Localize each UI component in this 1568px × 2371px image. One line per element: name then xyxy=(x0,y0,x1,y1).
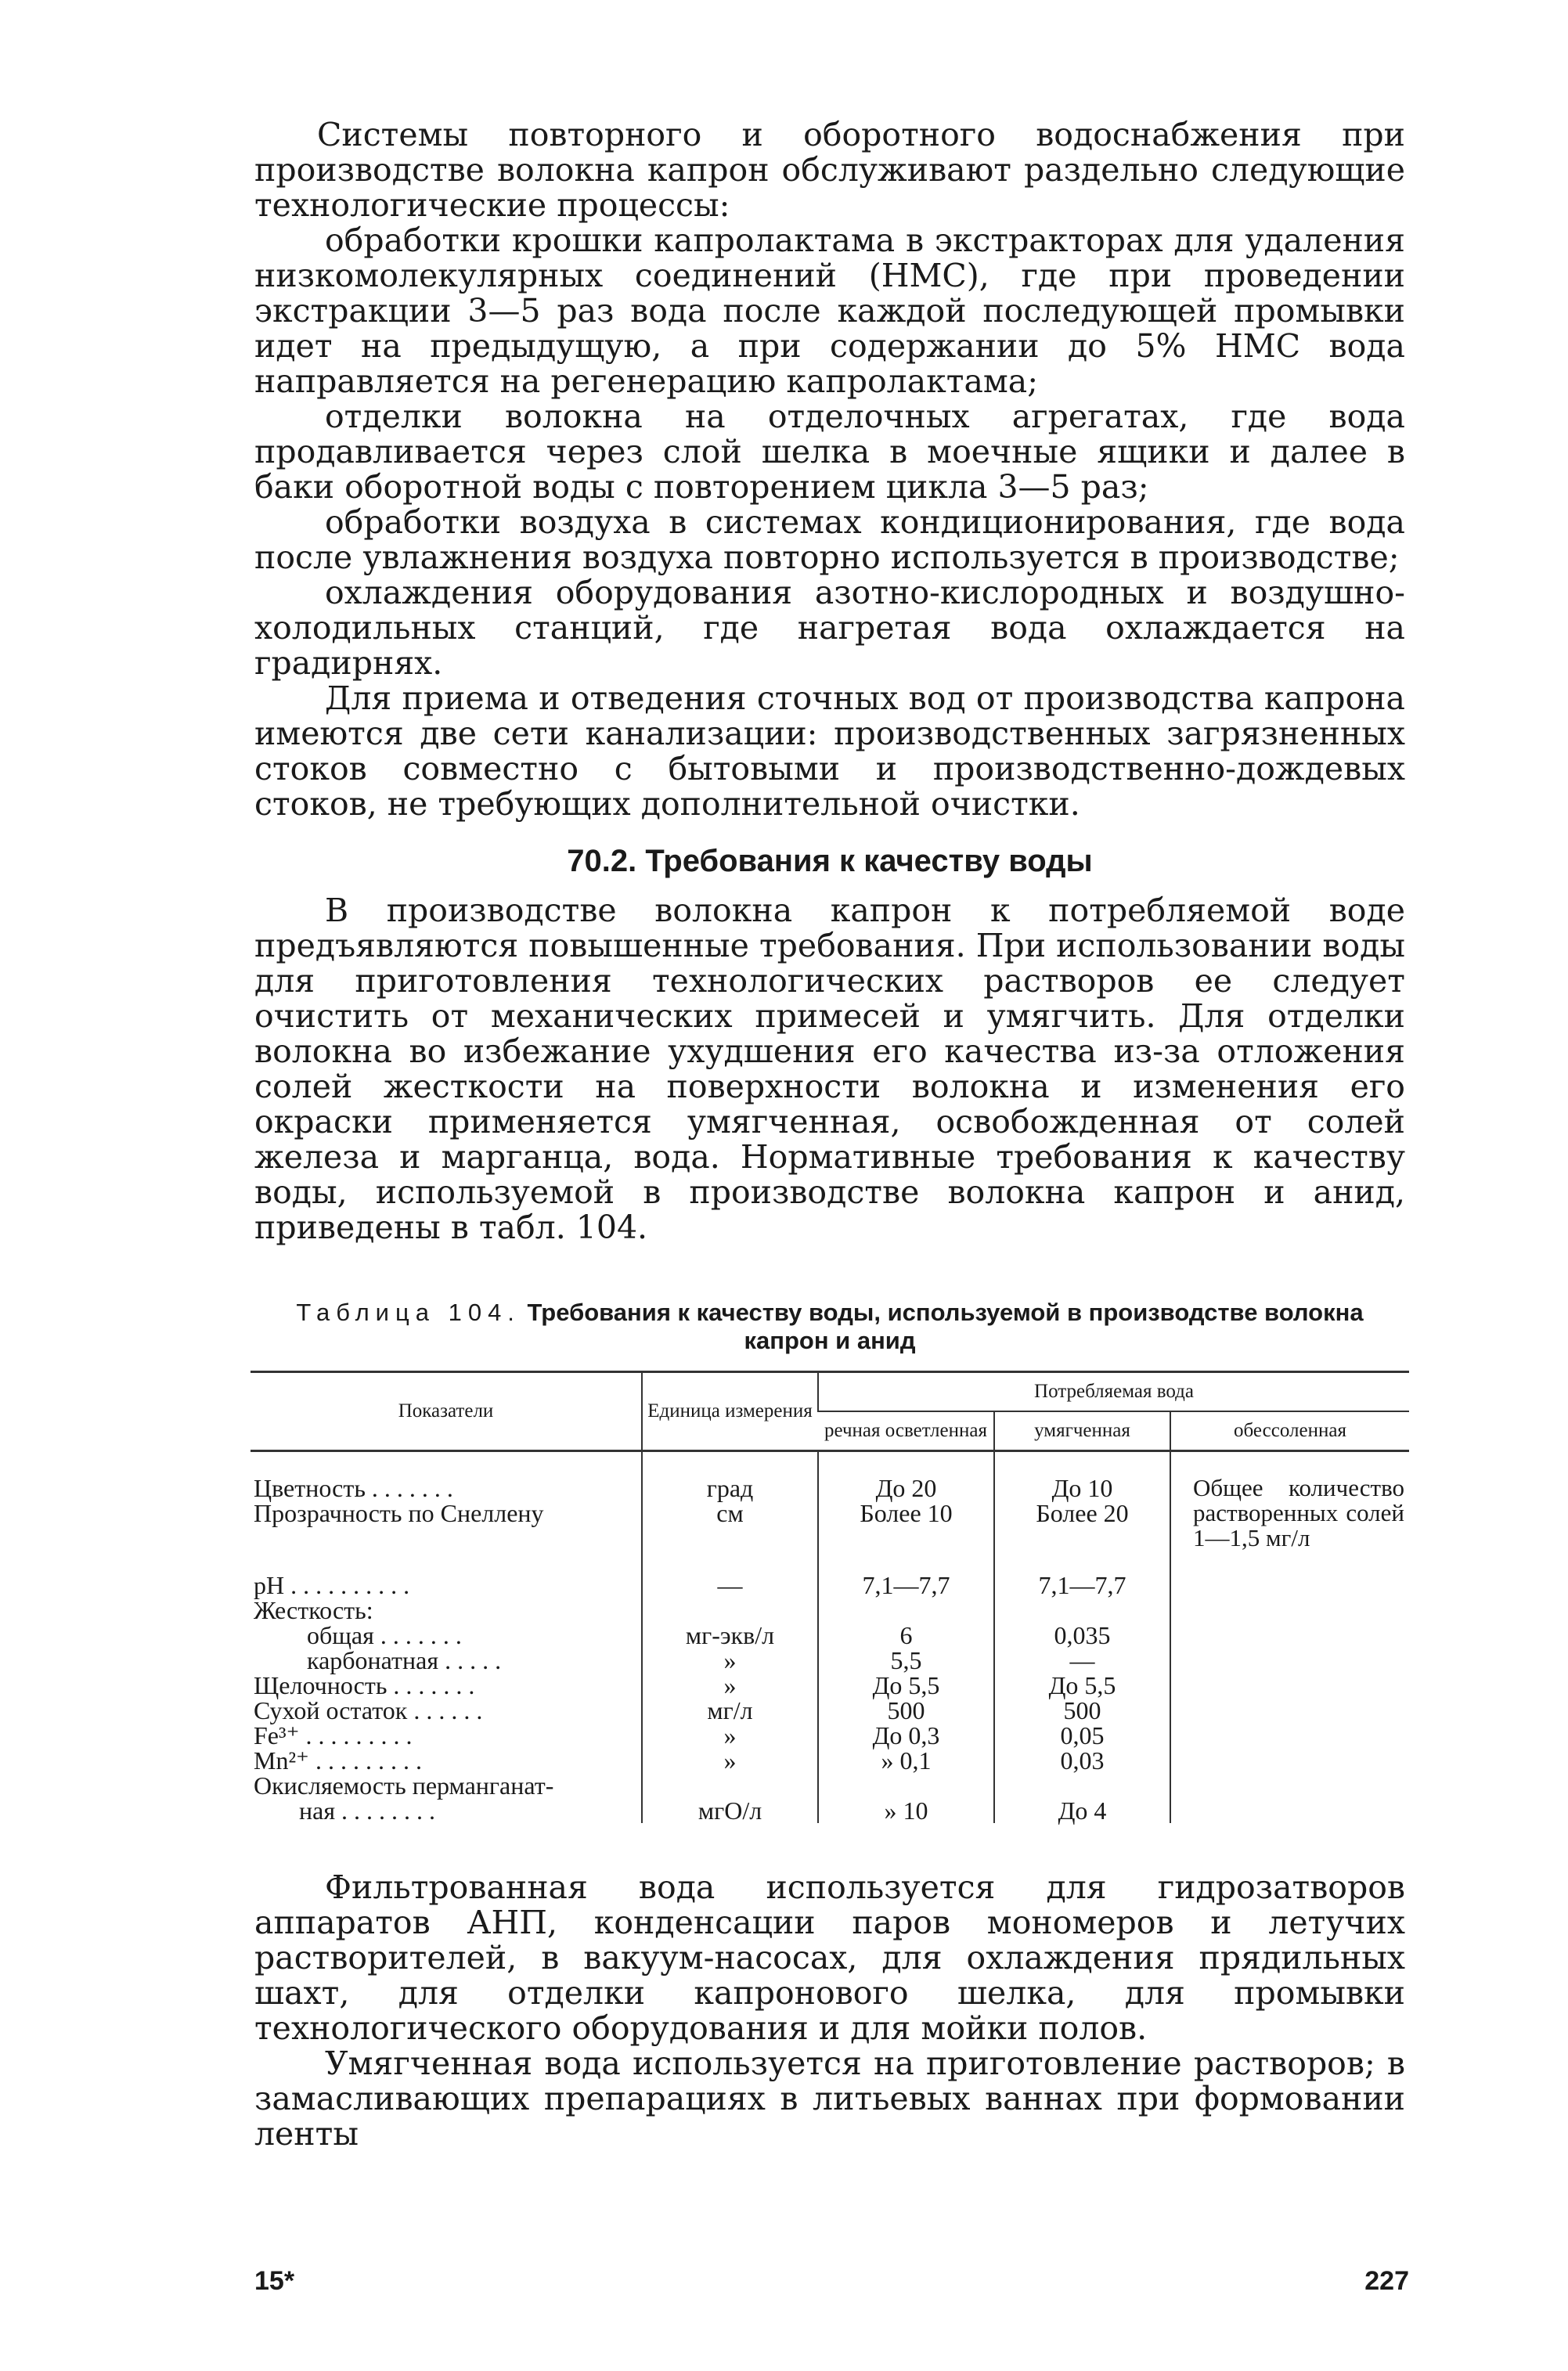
table-caption xyxy=(254,1299,1405,1355)
row-unit: град xyxy=(642,1451,818,1501)
signature-mark: 15* xyxy=(254,2266,295,2296)
row-unit: » xyxy=(642,1673,818,1698)
row-unit: » xyxy=(642,1648,818,1673)
row-river-value: » 0,1 xyxy=(818,1748,994,1773)
row-softened-value: Более 20 xyxy=(994,1501,1170,1526)
paragraph: Для приема и отведения сточных вод от производства капрона имеются две сети канализации: производственных загрязненных стоков совместно с бытовыми и производственно-дождевых стоков, не требующих дополнительной очистки. xyxy=(254,679,1405,823)
row-river-value: До 5,5 xyxy=(818,1673,994,1698)
row-unit: — xyxy=(642,1573,818,1598)
paragraph: обработки крошки капролактама в экстракторах для удаления низкомолекулярных соединений (НМС), где при проведении экстракции 3—5 раз вода после каждой последующей промывки идет на предыдущую, а при содержании до 5% НМС вода направляется на регенерацию капролактама; xyxy=(254,222,1405,400)
row-river-value: 6 xyxy=(818,1623,994,1648)
row-river-value xyxy=(818,1773,994,1798)
row-softened-value: 500 xyxy=(994,1698,1170,1723)
paragraph: В производстве волокна капрон к потребляемой воде предъявляются повышенные требования. При использовании воды для приготовления технологических растворов ее следует очистить от механических примесей и умягчить. Для отделки волокна во избежание ухудшения его качества из-за отложения солей жесткости на поверхности волокна и изменения его окраски применяется умягченная, освобожденная от солей железа и марганца, вода. Нормативные требования к качеству воды, используемой в производстве волокна капрон и анид, приведены в табл. 104. xyxy=(254,892,1405,1246)
row-softened-value xyxy=(994,1526,1170,1573)
desalted-note: Общее количество растворенных солей 1—1,5 мг/л xyxy=(1170,1451,1409,1824)
row-river-value: До 0,3 xyxy=(818,1723,994,1748)
row-river-value: 5,5 xyxy=(818,1648,994,1673)
row-softened-value: До 5,5 xyxy=(994,1673,1170,1698)
paragraph: охлаждения оборудования азотно-кислородных и воздушно-холодильных станций, где нагретая вода охлаждается на градирнях. xyxy=(254,574,1405,682)
row-river-value: » 10 xyxy=(818,1798,994,1823)
table-row xyxy=(251,1451,1409,1501)
page-body xyxy=(254,117,1405,2152)
row-label: Цветность . . . . . . . xyxy=(254,1474,453,1502)
header-softened: умягченная xyxy=(994,1411,1170,1451)
row-unit: » xyxy=(642,1723,818,1748)
header-consumed-water: Потребляемая вода xyxy=(818,1372,1409,1412)
paragraph: Умягченная вода используется на приготовление растворов; в замасливающих препарациях в литьевых ваннах при формовании ленты xyxy=(254,2045,1405,2153)
water-quality-table xyxy=(251,1371,1409,1823)
row-softened-value xyxy=(994,1598,1170,1623)
header-indicator: Показатели xyxy=(251,1372,642,1451)
table-caption-title: Требования к качеству воды, используемой в производстве волокна капрон и анид xyxy=(527,1299,1364,1354)
row-softened-value: 0,03 xyxy=(994,1748,1170,1773)
row-label: Окисляемость перманганат- xyxy=(254,1771,554,1800)
row-label xyxy=(251,1526,642,1573)
row-label: Прозрачность по Снеллену xyxy=(254,1499,544,1527)
row-river-value: 500 xyxy=(818,1698,994,1723)
paragraph: отделки волокна на отделочных агрегатах, где вода продавливается через слой шелка в моечные ящики и далее в баки оборотной воды с повторением цикла 3—5 раз; xyxy=(254,398,1405,506)
row-label: Mn²⁺ . . . . . . . . . xyxy=(254,1746,422,1775)
row-softened-value: — xyxy=(994,1648,1170,1673)
row-label: общая . . . . . . . xyxy=(307,1621,462,1649)
row-unit xyxy=(642,1773,818,1798)
row-label: pH . . . . . . . . . . xyxy=(254,1571,410,1599)
row-unit: мгО/л xyxy=(642,1798,818,1823)
row-unit: мг-экв/л xyxy=(642,1623,818,1648)
row-label: Сухой остаток . . . . . . xyxy=(254,1696,483,1724)
header-river: речная осветленная xyxy=(818,1411,994,1451)
page-footer xyxy=(254,2266,1409,2305)
row-label: ная . . . . . . . . xyxy=(299,1796,436,1825)
row-unit: мг/л xyxy=(642,1698,818,1723)
row-river-value: 7,1—7,7 xyxy=(818,1573,994,1598)
row-softened-value: До 4 xyxy=(994,1798,1170,1823)
row-river-value xyxy=(818,1598,994,1623)
row-river-value: Более 10 xyxy=(818,1501,994,1526)
row-label: Щелочность . . . . . . . xyxy=(254,1671,475,1699)
paragraph: Системы повторного и оборотного водоснабжения при производстве волокна капрон обслуживают раздельно следующие технологические процессы: xyxy=(254,116,1405,224)
row-unit: » xyxy=(642,1748,818,1773)
row-unit xyxy=(642,1526,818,1573)
row-label: Fe³⁺ . . . . . . . . . xyxy=(254,1721,413,1749)
row-softened-value: До 10 xyxy=(994,1451,1170,1501)
row-label: карбонатная . . . . . xyxy=(307,1646,502,1674)
paragraph: обработки воздуха в системах кондиционирования, где вода после увлажнения воздуха повторно используется в производстве; xyxy=(254,503,1405,576)
row-river-value: До 20 xyxy=(818,1451,994,1501)
paragraph: Фильтрованная вода используется для гидрозатворов аппаратов АНП, конденсации паров мономеров и летучих растворителей, в вакуум-насосах, для охлаждения прядильных шахт, для отделки капронового шелка, для промывки технологического оборудования и для мойки полов. xyxy=(254,1868,1405,2047)
row-river-value xyxy=(818,1526,994,1573)
header-desalted: обессоленная xyxy=(1170,1411,1409,1451)
row-softened-value: 0,035 xyxy=(994,1623,1170,1648)
table-caption-label: Таблица 104. xyxy=(296,1299,521,1326)
section-heading: 70.2. Требования к качеству воды xyxy=(567,844,1093,878)
row-softened-value: 0,05 xyxy=(994,1723,1170,1748)
row-softened-value xyxy=(994,1773,1170,1798)
page-number: 227 xyxy=(1364,2266,1409,2296)
row-unit xyxy=(642,1598,818,1623)
row-label: Жесткость: xyxy=(254,1596,373,1624)
header-unit: Единица измерения xyxy=(642,1372,818,1451)
row-unit: см xyxy=(642,1501,818,1526)
row-softened-value: 7,1—7,7 xyxy=(994,1573,1170,1598)
